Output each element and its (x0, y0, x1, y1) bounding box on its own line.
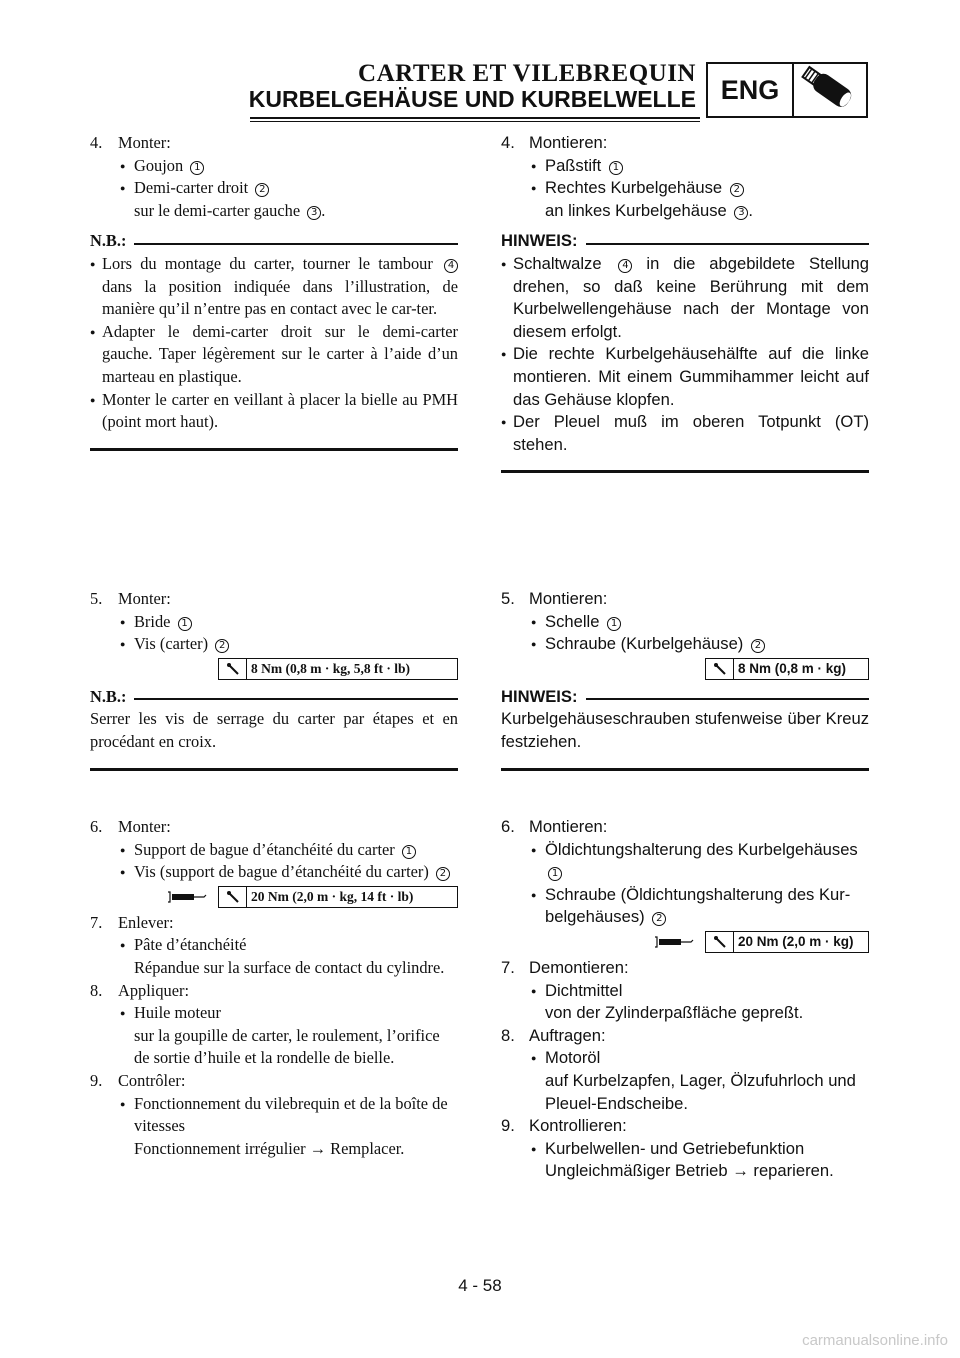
de-step-7: 7. Demontieren: (501, 957, 629, 977)
sealant-icon (166, 889, 208, 905)
fr-step-5-torque-box: 8 Nm (0,8 m · kg, 5,8 ft · lb) (218, 658, 458, 680)
fr-step-9: 9. Contrôler: (90, 1070, 186, 1090)
header-title-fr: CARTER ET VILEBREQUIN (358, 60, 696, 87)
de-step-7-item-1: ● Dichtmittel (501, 980, 869, 1003)
fr-step-8-detail: sur la goupille de carter, le roulement, l’orifice de sortie d’huile et la rondelle de bielle. (134, 1025, 440, 1068)
de-step-5-item-2: ● Schraube (Kurbelgehäuse) 2 (501, 633, 869, 656)
fr-note-1-bullet-2: ● Adapter le demi-carter droit sur le demi-carter gauche. Taper légèrement sur le carter à l’aide d’un marteau en plastique. (90, 321, 458, 389)
de-note-2-end-rule (501, 768, 869, 771)
fr-note-1-bullet-1: ● Lors du montage du carter, tourner le tambour 4 dans la position indiquée dans l’illustration, de manière qu’il n’entre pas en contact avec le car-ter. (90, 253, 458, 321)
de-note-1-bullet-2: ● Die rechte Kurbelgehäusehälfte auf die linke montieren. Mit einem Gummihammer leicht auf das Gehäuse klopfen. (501, 343, 869, 411)
fr-step-7: 7. Enlever: (90, 912, 174, 932)
fr-step-8: 8. Appliquer: (90, 980, 190, 1000)
fr-step-6-item-2: ● Vis (support de bague d’étanchéité du carter) 2 (90, 861, 458, 884)
fr-note-1-bullet-3: ● Monter le carter en veillant à placer la bielle au PMH (point mort haut). (90, 389, 458, 434)
de-note-1-bullet-3: ● Der Pleuel muß im oberen Totpunkt (OT) stehen. (501, 411, 869, 456)
fr-note-1-end-rule (90, 448, 458, 451)
fr-step-4-item-1: ● Goujon 1 (90, 155, 458, 178)
de-step-6-torque-row (501, 931, 869, 953)
header-rule-thin (250, 121, 700, 122)
fr-step-7-detail: Répandue sur la surface de contact du cylindre. (134, 957, 445, 977)
torque-wrench-icon (706, 932, 734, 952)
de-step-6-item-1: ● Öldichtungshalterung des Kurbelgehäuses 1 (501, 839, 869, 884)
de-step-7-detail: von der Zylinderpaßfläche gepreßt. (545, 1003, 804, 1023)
fr-note-2-end-rule (90, 768, 458, 771)
eng-badge (706, 62, 868, 118)
de-step-9-item-1: ● Kurbelwellen- und Getriebefunktion (501, 1138, 869, 1161)
fr-note-1-heading: N.B.: (90, 230, 458, 253)
fr-step-6-torque-box: 20 Nm (2,0 m · kg, 14 ft · lb) (218, 886, 458, 908)
de-step-5: 5. Montieren: (501, 589, 608, 608)
de-note-2-text: Kurbelgehäuseschrauben stufenweise über Kreuz festziehen. (501, 709, 869, 751)
de-step-5-item-1: ● Schelle 1 (501, 611, 869, 634)
de-step-4: 4. Montieren: (501, 133, 608, 152)
de-step-6-item-2: ● Schraube (Öldichtungshalterung des Kur-belgehäuses) 2 (501, 884, 869, 929)
fr-step-5-torque-row (90, 658, 458, 680)
de-step-4-item-1: ● Paßstift 1 (501, 155, 869, 178)
sealant-icon (653, 934, 695, 950)
fr-step-4-item-2: ● Demi-carter droit 2 (90, 177, 458, 200)
french-column (90, 132, 458, 451)
de-step-4-item-3: an linkes Kurbelgehäuse 3 . (545, 200, 753, 220)
de-step-6: 6. Montieren: (501, 817, 608, 836)
torque-wrench-icon (219, 659, 247, 679)
de-step-8-detail: auf Kurbelzapfen, Lager, Ölzufuhrloch und Pleuel-Endscheibe. (545, 1070, 856, 1113)
header-title-de: KURBELGEHÄUSE UND KURBELWELLE (248, 86, 696, 112)
fr-step-6-torque-row (90, 886, 458, 908)
german-column-step-5 (501, 588, 869, 771)
de-step-5-torque-box: 8 Nm (0,8 m · kg) (705, 658, 869, 680)
fr-step-4: 4. Monter: (90, 133, 171, 152)
de-step-6-torque-box: 20 Nm (2,0 m · kg) (705, 931, 869, 953)
de-step-9-detail: Ungleichmäßiger Betrieb → reparieren. (545, 1161, 834, 1181)
de-step-8: 8. Auftragen: (501, 1025, 606, 1045)
fr-step-8-item-1: ● Huile moteur (90, 1002, 458, 1025)
page-number: 4 - 58 (458, 1276, 502, 1295)
fr-step-4-item-3: sur le demi-carter gauche 3 . (134, 200, 326, 220)
header-rule (250, 117, 700, 119)
fr-note-2-text: Serrer les vis de serrage du carter par étapes et en procédant en croix. (90, 709, 458, 751)
german-column-step-6 (501, 816, 869, 1183)
fr-step-6: 6. Monter: (90, 817, 171, 836)
fr-step-5-item-1: ● Bride 1 (90, 611, 458, 634)
de-step-5-torque-row (501, 658, 869, 680)
watermark: carmanualsonline.info (802, 1332, 948, 1349)
french-column-step-6 (90, 816, 458, 1160)
fr-step-5-item-2: ● Vis (carter) 2 (90, 633, 458, 656)
de-note-1-heading: HINWEIS: (501, 230, 869, 253)
de-step-4-item-2: ● Rechtes Kurbelgehäuse 2 (501, 177, 869, 200)
fr-step-9-detail: Fonctionnement irrégulier → Remplacer. (134, 1138, 405, 1158)
de-note-2-heading: HINWEIS: (501, 686, 869, 709)
fr-step-9-item-1: ● Fonctionnement du vilebrequin et de la boîte de vitesses (90, 1093, 458, 1138)
eng-label: ENG (708, 64, 794, 116)
engine-bolt-icon (794, 64, 866, 116)
de-step-9: 9. Kontrollieren: (501, 1116, 627, 1136)
torque-wrench-icon (706, 659, 734, 679)
fr-step-7-item-1: ● Pâte d’étanchéité (90, 934, 458, 957)
de-step-8-item-1: ● Motoröl (501, 1047, 869, 1070)
torque-wrench-icon (219, 887, 247, 907)
fr-note-2-heading: N.B.: (90, 686, 458, 709)
french-column-step-5 (90, 588, 458, 771)
de-note-1-bullet-1: ● Schaltwalze 4 in die abgebildete Stellung drehen, so daß keine Berührung mit dem Kurbelwellengehäuse nach der Montage von diesem erfolgt. (501, 253, 869, 343)
fr-step-5: 5. Monter: (90, 589, 171, 608)
german-column (501, 132, 869, 473)
fr-step-6-item-1: ● Support de bague d’étanchéité du carter 1 (90, 839, 458, 862)
de-note-1-end-rule (501, 470, 869, 473)
